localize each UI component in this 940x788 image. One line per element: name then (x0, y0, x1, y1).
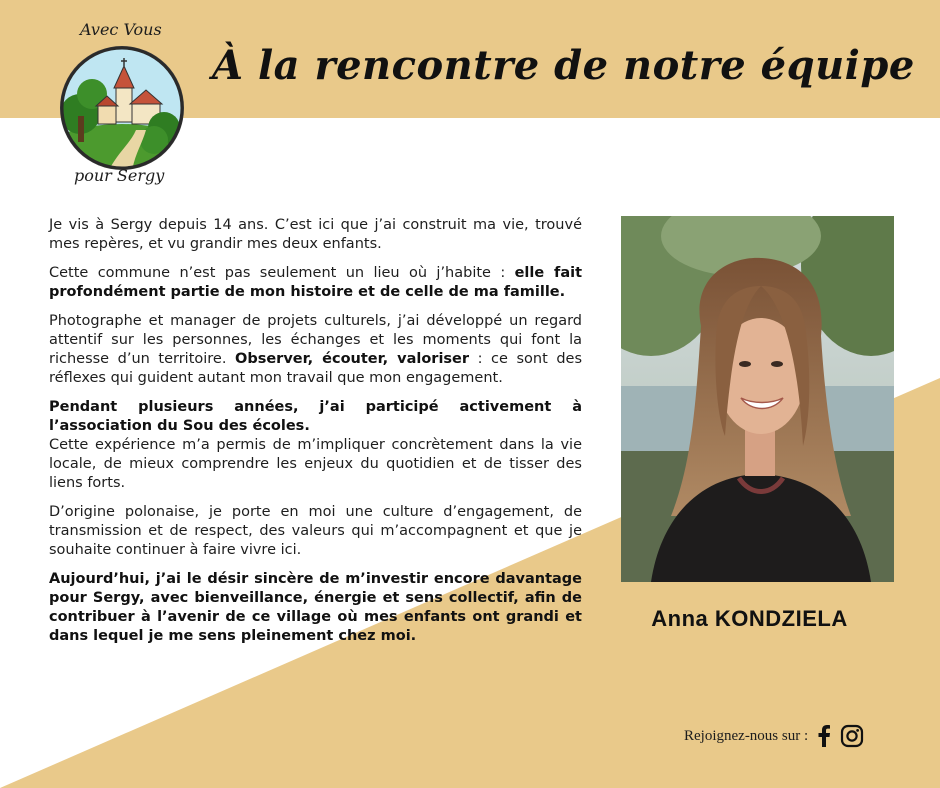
logo-bottom-text: pour Sergy (74, 166, 165, 185)
bio-p4-bold: Pendant plusieurs années, j’ai participé activement à l’association du Sou des écoles. (49, 399, 582, 434)
page-title: À la rencontre de notre équipe (212, 42, 915, 89)
bio-p3-bold: Observer, écouter, valoriser (235, 351, 470, 367)
bio-paragraph (49, 503, 582, 560)
bio-p2-plain: Cette commune n’est pas seulement un lieu où j’habite : (49, 265, 515, 281)
bio-paragraph (49, 216, 582, 254)
bio-paragraph (49, 398, 582, 493)
logo (50, 14, 194, 190)
bio-paragraph (49, 312, 582, 388)
bio-text (49, 216, 582, 656)
member-name: Anna KONDZIELA (651, 606, 848, 631)
bio-p1: Je vis à Sergy depuis 14 ans. C’est ici que j’ai construit ma vie, trouvé mes repères, et vu grandir mes deux enfants. (49, 217, 582, 252)
bio-paragraph (49, 570, 582, 646)
bio-p5: D’origine polonaise, je porte en moi une culture d’engagement, de transmission et de respect, des valeurs qui m’accompagnent et que je souhaite continuer à faire vivre ici. (49, 504, 582, 558)
bio-p3-tail: : ce sont des réflexes qui guident autant mon travail que mon engagement. (49, 351, 582, 386)
bio-p3-plain: Photographe et manager de projets culturels, j’ai développé un regard attentif sur les personnes, les échanges et les moments qui font la richesse d’un territoire. (49, 313, 582, 367)
social-label: Rejoignez-nous sur : (684, 727, 809, 744)
social-links (684, 722, 864, 750)
bio-p2-bold: elle fait profondément partie de mon histoire et de celle de ma famille. (49, 265, 583, 300)
bio-p4-plain: Cette expérience m’a permis de m’impliquer concrètement dans la vie locale, de mieux comprendre les enjeux du quotidien et de tisser des liens forts. (49, 437, 582, 491)
logo-top-text: Avec Vous (80, 20, 162, 39)
village-logo-badge (58, 44, 186, 172)
bio-p6-bold: Aujourd’hui, j’ai le désir sincère de m’investir encore davantage pour Sergy, avec bienveillance, énergie et sens collectif, afin de contribuer à l’avenir de ce village où mes enfants ont grandi et dans lequel je me sens pleinement chez moi. (49, 571, 582, 644)
instagram-icon[interactable] (840, 724, 864, 748)
facebook-icon[interactable] (812, 724, 836, 748)
bio-paragraph (49, 264, 582, 302)
member-photo (621, 216, 894, 582)
